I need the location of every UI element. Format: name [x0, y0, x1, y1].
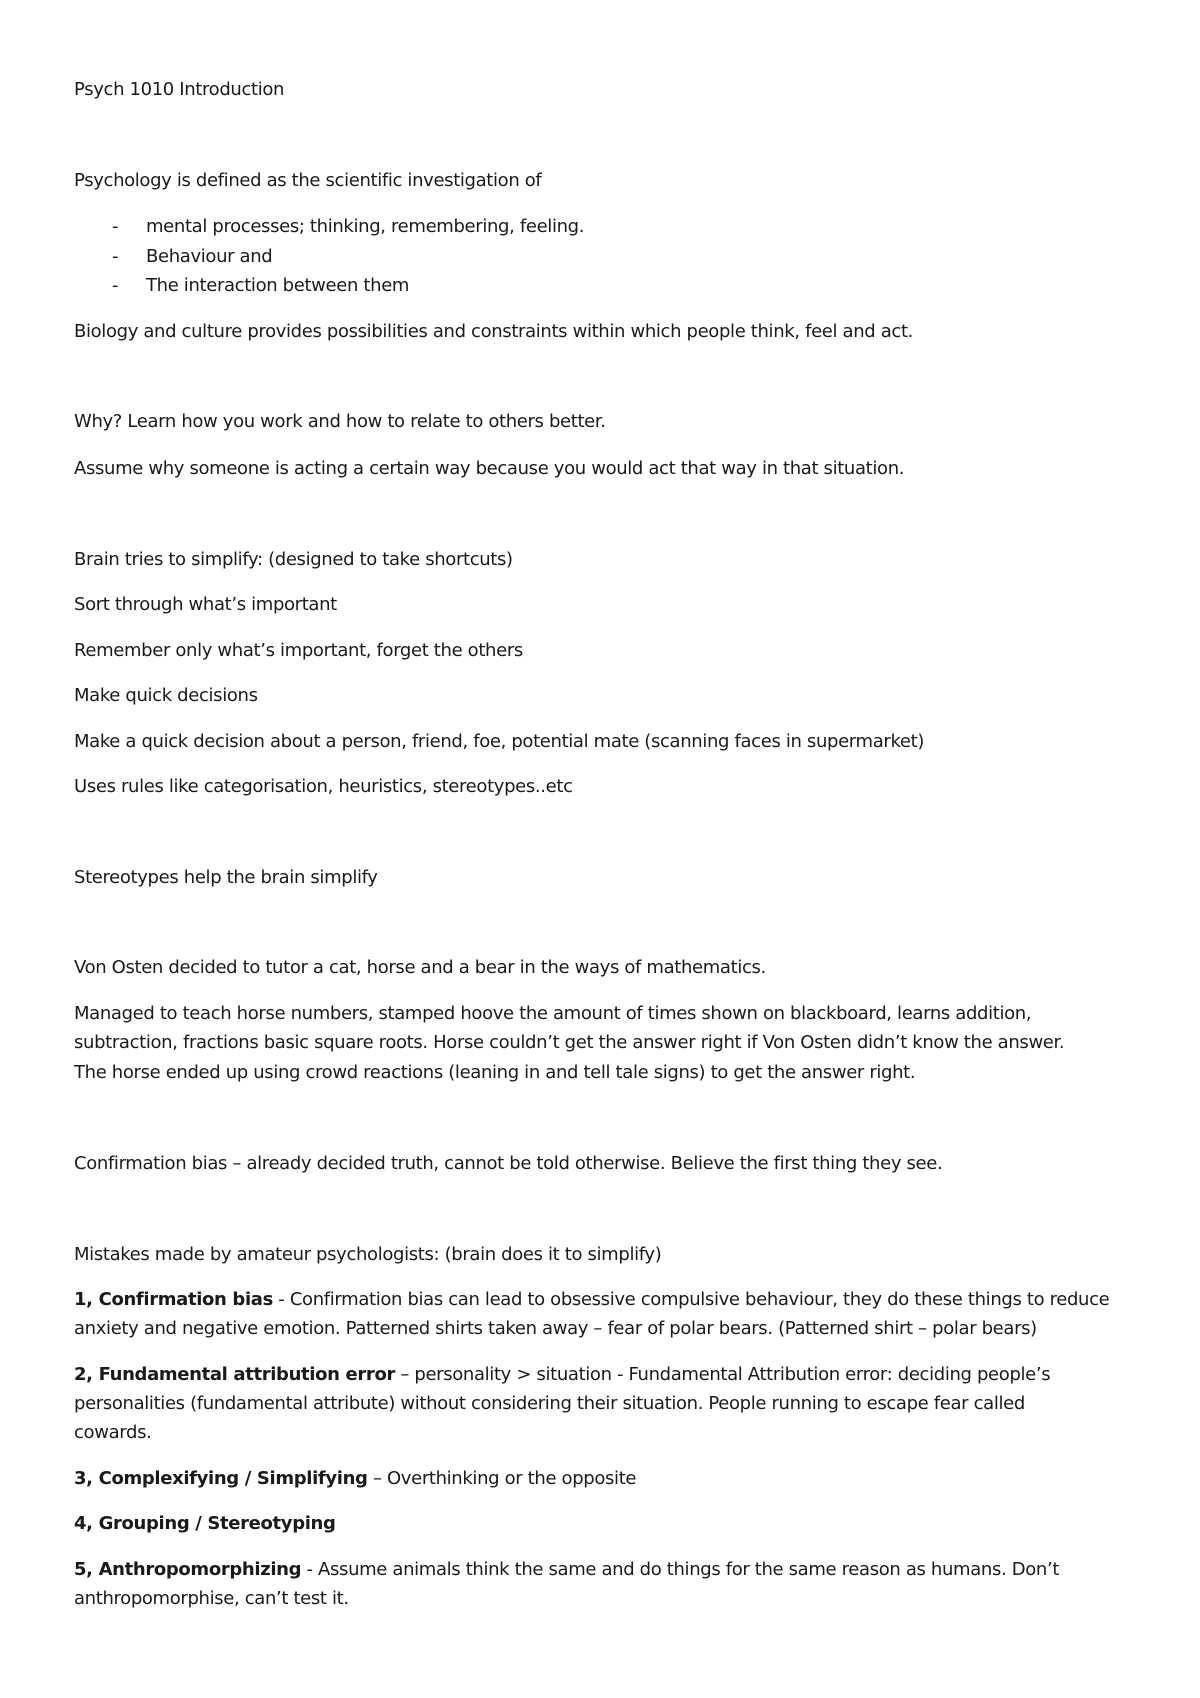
brain-line: Make a quick decision about a person, friend, foe, potential mate (scanning faces in supermarket): [74, 731, 924, 752]
mistake-label: 5, Anthropomorphizing: [74, 1559, 302, 1580]
bullet-marker: -: [112, 246, 119, 267]
brain-heading: Brain tries to simplify: (designed to take shortcuts): [74, 549, 513, 570]
mistakes-heading: Mistakes made by amateur psychologists: (brain does it to simplify): [74, 1244, 662, 1265]
mistake-label: 3, Complexifying / Simplifying: [74, 1468, 368, 1489]
mistake-item: [74, 1555, 1059, 1584]
von-osten-para-line: Managed to teach horse numbers, stamped hoove the amount of times shown on blackboard, learns addition,: [74, 1003, 1032, 1024]
brain-line: Remember only what’s important, forget the others: [74, 640, 523, 661]
mistake-text: anxiety and negative emotion. Patterned shirts taken away – fear of polar bears. (Patterned shirt – polar bears): [74, 1318, 1037, 1339]
mistake-label: 2, Fundamental attribution error: [74, 1364, 395, 1385]
paragraph-assume: Assume why someone is acting a certain way because you would act that way in that situation.: [74, 458, 905, 479]
page-title: Psych 1010 Introduction: [74, 79, 285, 100]
paragraph-biology-culture: Biology and culture provides possibilities and constraints within which people think, feel and act.: [74, 321, 914, 342]
paragraph-confirmation: Confirmation bias – already decided truth, cannot be told otherwise. Believe the first thing they see.: [74, 1153, 943, 1174]
von-osten-para-line: The horse ended up using crowd reactions (leaning in and tell tale signs) to get the answer right.: [74, 1062, 916, 1083]
mistake-item: [74, 1285, 1109, 1314]
mistake-text: - Assume animals think the same and do things for the same reason as humans. Don’t: [301, 1559, 1060, 1580]
definition-intro: Psychology is defined as the scientific investigation of: [74, 170, 542, 191]
bullet-item: Behaviour and: [146, 246, 273, 267]
mistake-text: cowards.: [74, 1422, 152, 1443]
mistake-label: 1, Confirmation bias: [74, 1289, 273, 1310]
von-osten-line: Von Osten decided to tutor a cat, horse and a bear in the ways of mathematics.: [74, 957, 766, 978]
mistake-text: – personality > situation - Fundamental Attribution error: deciding people’s: [394, 1364, 1051, 1385]
brain-line: Make quick decisions: [74, 685, 258, 706]
brain-line: Sort through what’s important: [74, 594, 337, 615]
brain-line: Uses rules like categorisation, heuristics, stereotypes..etc: [74, 776, 573, 797]
mistake-text: anthropomorphise, can’t test it.: [74, 1588, 349, 1609]
bullet-item: The interaction between them: [146, 275, 410, 296]
bullet-marker: -: [112, 275, 119, 296]
bullet-item: mental processes; thinking, remembering, feeling.: [146, 216, 585, 237]
mistake-text: - Confirmation bias can lead to obsessive compulsive behaviour, they do these things to reduce: [272, 1289, 1110, 1310]
paragraph-stereotypes: Stereotypes help the brain simplify: [74, 867, 378, 888]
paragraph-why: Why? Learn how you work and how to relate to others better.: [74, 411, 606, 432]
mistake-item: [74, 1509, 336, 1538]
bullet-marker: -: [112, 216, 119, 237]
von-osten-para-line: subtraction, fractions basic square roots. Horse couldn’t get the answer right if Von Osten didn’t know the answer.: [74, 1032, 1065, 1053]
mistake-text: personalities (fundamental attribute) without considering their situation. People running to escape fear called: [74, 1393, 1025, 1414]
mistake-item: [74, 1464, 636, 1493]
mistake-text: – Overthinking or the opposite: [367, 1468, 637, 1489]
mistake-label: 4, Grouping / Stereotyping: [74, 1513, 336, 1534]
mistake-item: [74, 1360, 1050, 1389]
